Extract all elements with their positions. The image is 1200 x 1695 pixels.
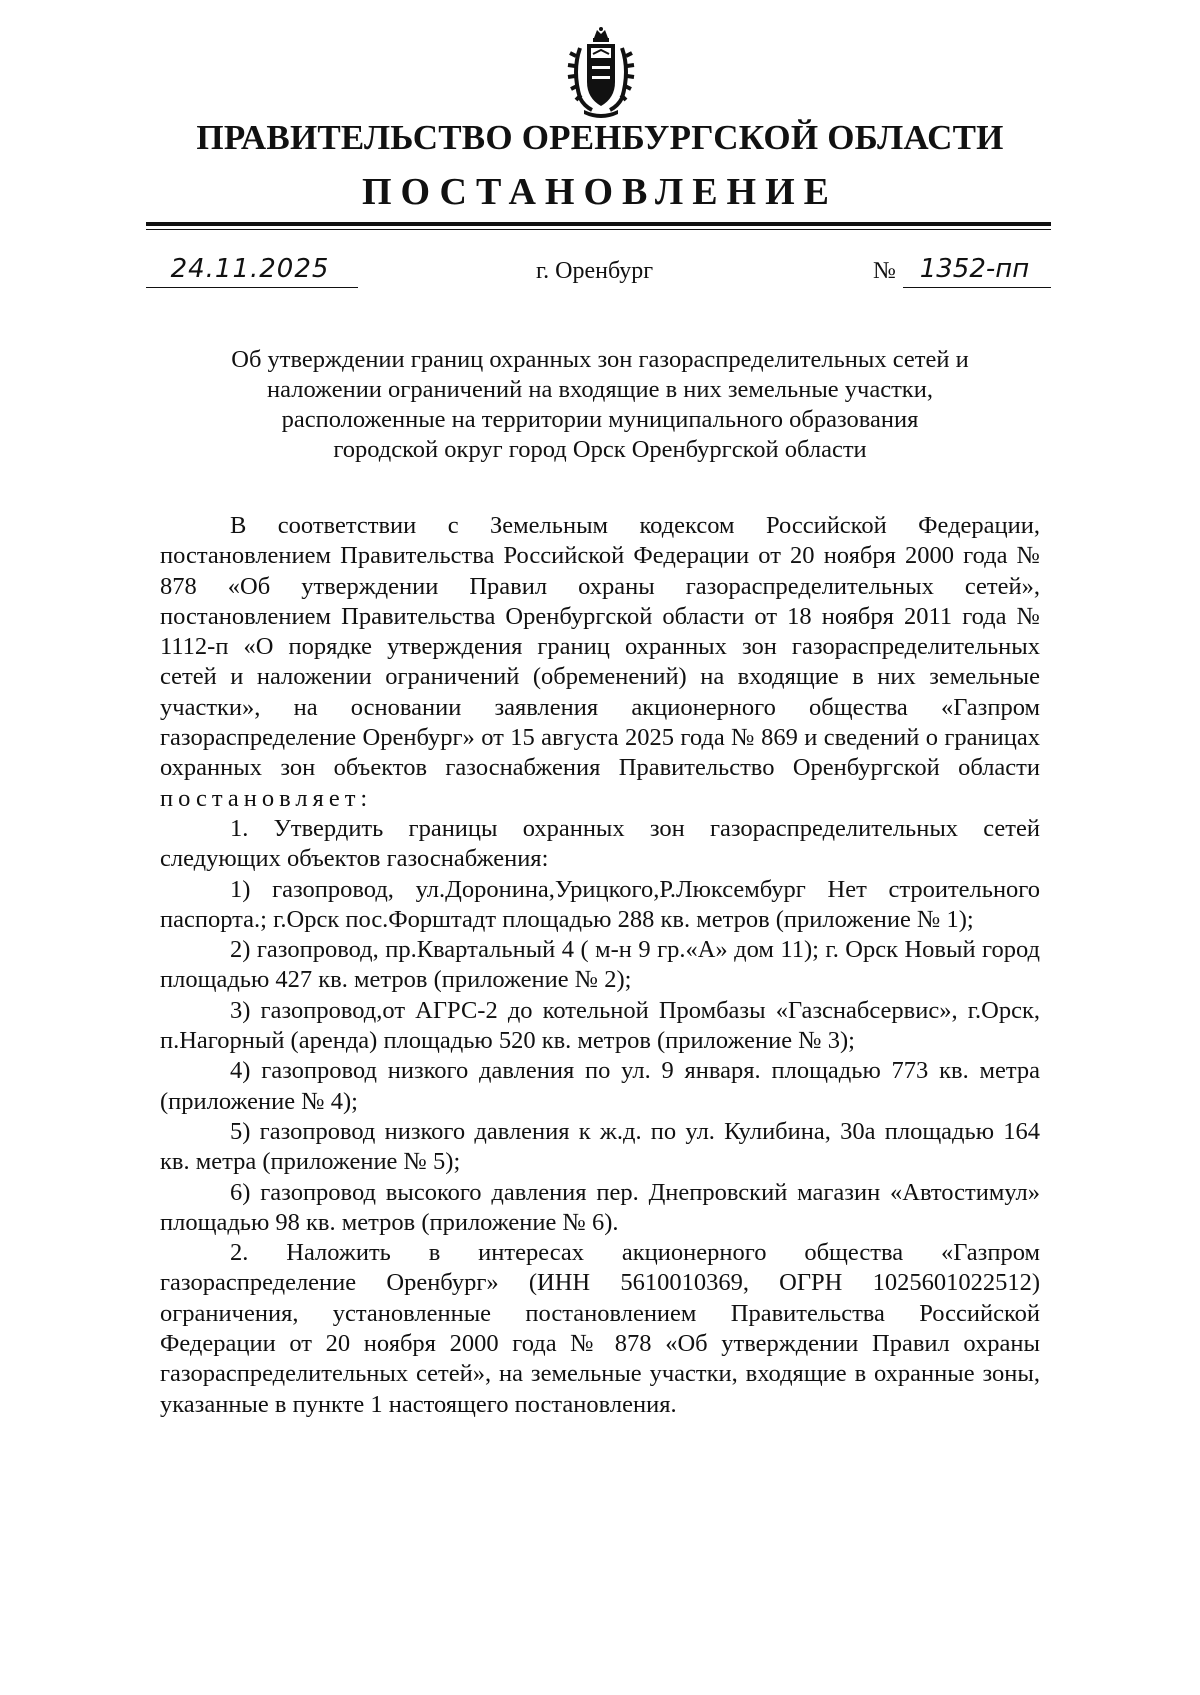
document-meta <box>146 252 1051 292</box>
document-body <box>160 511 1040 1420</box>
document-type: ПОСТАНОВЛЕНИЕ <box>361 171 839 213</box>
preamble-paragraph <box>160 511 1040 814</box>
document-number: 1352-пп <box>919 254 1030 284</box>
organization-title: ПРАВИТЕЛЬСТВО ОРЕНБУРГСКОЙ ОБЛАСТИ <box>196 118 1004 157</box>
clause-1-item: 1) газопровод, ул.Доронина,Урицкого,Р.Люксембург Нет строительного паспорта.; г.Орск пос.Форштадт площадью 288 кв. метров (приложение № 1); <box>160 875 1040 933</box>
document-subject <box>160 345 1040 465</box>
subject-line: наложении ограничений на входящие в них земельные участки, <box>267 376 933 403</box>
clause-2: 2. Наложить в интересах акционерного общества «Газпром газораспределение Оренбург» (ИНН 5610010369, ОГРН 1025601022512) ограничения, установленные постановлением Правительства Российской Федерации от 20 ноября 2000 года № 878 «Об утверждении Правил охраны газораспределительных сетей», на земельные участки, входящие в охранные зоны, указанные в пункте 1 настоящего постановления. <box>160 1239 1040 1418</box>
number-underline <box>903 287 1051 288</box>
clause-1-item: 5) газопровод низкого давления к ж.д. по ул. Кулибина, 30а площадью 164 кв. метра (приложение № 5); <box>160 1117 1040 1176</box>
document-number-label: № <box>873 258 896 284</box>
resolves-word: постановляет: <box>160 784 373 812</box>
document-date: 24.11.2025 <box>170 254 330 284</box>
header-divider-thick <box>146 222 1051 226</box>
clause-1-item: 2) газопровод, пр.Квартальный 4 ( м-н 9 гр.«А» дом 11); г. Орск Новый город площадью 427 кв. метров (приложение № 2); <box>160 936 1040 994</box>
clause-1-item: 4) газопровод низкого давления по ул. 9 января. площадью 773 кв. метра (приложение № 4); <box>160 1057 1040 1115</box>
date-underline <box>146 287 358 288</box>
clause-1: 1. Утвердить границы охранных зон газораспределительных сетей следующих объектов газоснабжения: <box>160 814 1040 873</box>
clause-1-item: 3) газопровод,от АГРС-2 до котельной Промбазы «Газснабсервис», г.Орск, п.Нагорный (аренда) площадью 520 кв. метров (приложение № 3); <box>160 996 1040 1055</box>
document-city: г. Оренбург <box>536 258 654 284</box>
preamble-text: В соответствии с Земельным кодексом Российской Федерации, постановлением Правительства Российской Федерации от 20 ноября 2000 года № 878 «Об утверждении Правил охраны газораспределительных сетей», постановлением Правительства Оренбургской области от 18 ноября 2011 года № 1112-п «О порядке утверждения границ охранных зон газораспределительных сетей и наложении ограничений (обременений) на входящие в них земельные участки», на основании заявления акционерного общества «Газпром газораспределение Оренбург» от 15 августа 2025 года № 869 и сведений о границах охранных зон объектов газоснабжения Правительство Оренбургской области <box>160 512 1040 782</box>
coat-of-arms-icon <box>566 26 636 118</box>
clause-1-item: 6) газопровод высокого давления пер. Днепровский магазин «Автостимул» площадью 98 кв. метров (приложение № 6). <box>160 1178 1040 1236</box>
header-divider-thin <box>146 229 1051 230</box>
subject-line: Об утверждении границ охранных зон газораспределительных сетей и <box>231 346 969 373</box>
subject-line: городской округ город Орск Оренбургской области <box>333 436 867 463</box>
subject-line: расположенные на территории муниципального образования <box>281 406 919 433</box>
